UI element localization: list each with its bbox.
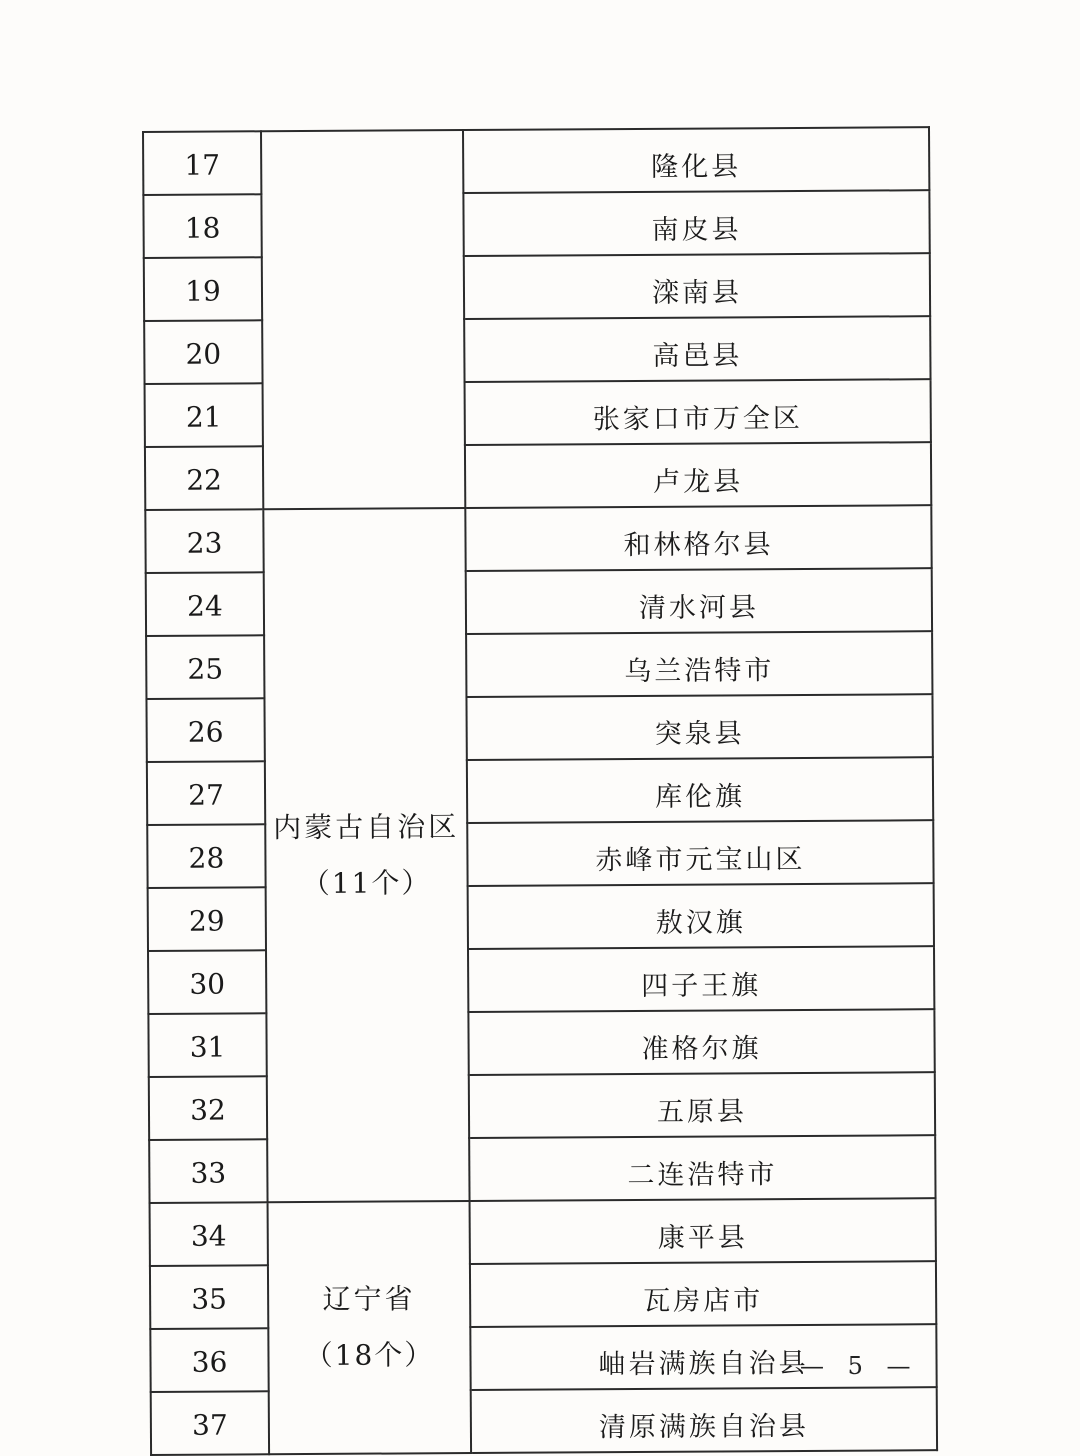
county-name: 敖汉旗 xyxy=(468,883,934,949)
province-count: （18个） xyxy=(304,1338,435,1373)
table-row xyxy=(149,1135,935,1203)
table-row xyxy=(145,442,931,510)
table-row xyxy=(148,883,934,951)
county-name: 清水河县 xyxy=(466,568,932,634)
table-row xyxy=(145,379,931,447)
row-number: 31 xyxy=(148,1013,266,1077)
table-row xyxy=(146,694,932,762)
row-number: 25 xyxy=(146,635,264,699)
table-row xyxy=(146,568,932,636)
table-row xyxy=(150,1198,936,1266)
county-name: 岫岩满族自治县 xyxy=(470,1324,936,1390)
table-row xyxy=(144,316,930,384)
county-name: 滦南县 xyxy=(464,253,930,319)
province-cell-liaoning xyxy=(268,1201,472,1454)
table-row xyxy=(148,1009,934,1077)
row-number: 24 xyxy=(146,572,264,636)
table-row xyxy=(147,820,933,888)
table-row xyxy=(150,1261,936,1329)
row-number: 21 xyxy=(145,383,263,447)
row-number: 28 xyxy=(147,824,265,888)
province-cell-continued xyxy=(261,130,465,509)
row-number: 32 xyxy=(149,1076,267,1140)
table-row xyxy=(143,127,929,195)
page-number: — 5 — xyxy=(800,1352,919,1380)
row-number: 36 xyxy=(150,1328,268,1392)
row-number: 27 xyxy=(147,761,265,825)
table-row xyxy=(144,253,930,321)
row-number: 26 xyxy=(146,698,264,762)
table-row xyxy=(151,1387,937,1455)
row-number: 35 xyxy=(150,1265,268,1329)
county-name: 康平县 xyxy=(470,1198,936,1264)
row-number: 29 xyxy=(148,887,266,951)
county-name: 高邑县 xyxy=(464,316,930,382)
county-name: 和林格尔县 xyxy=(465,505,931,571)
county-name: 张家口市万全区 xyxy=(465,379,931,445)
table-row xyxy=(145,505,931,573)
table-row xyxy=(147,757,933,825)
county-name: 四子王旗 xyxy=(468,946,934,1012)
row-number: 30 xyxy=(148,950,266,1014)
table-row xyxy=(148,946,934,1014)
table-row xyxy=(143,190,929,258)
row-number: 23 xyxy=(145,509,263,573)
county-name: 清原满族自治县 xyxy=(471,1387,937,1453)
county-name: 瓦房店市 xyxy=(470,1261,936,1327)
row-number: 37 xyxy=(151,1391,269,1455)
row-number: 17 xyxy=(143,131,261,195)
county-name: 库伦旗 xyxy=(467,757,933,823)
county-name: 准格尔旗 xyxy=(468,1009,934,1075)
row-number: 33 xyxy=(149,1139,267,1203)
county-name: 突泉县 xyxy=(466,694,932,760)
province-count: （11个） xyxy=(301,865,432,900)
county-name: 二连浩特市 xyxy=(469,1135,935,1201)
table-row xyxy=(149,1072,935,1140)
province-cell-inner-mongolia xyxy=(263,508,469,1202)
county-name: 五原县 xyxy=(469,1072,935,1138)
row-number: 22 xyxy=(145,446,263,510)
county-name: 卢龙县 xyxy=(465,442,931,508)
county-list-table xyxy=(142,126,938,1456)
province-name: 辽宁省 xyxy=(322,1282,416,1316)
county-name: 赤峰市元宝山区 xyxy=(467,820,933,886)
row-number: 34 xyxy=(150,1202,268,1266)
row-number: 19 xyxy=(144,257,262,321)
row-number: 20 xyxy=(144,320,262,384)
table-row xyxy=(146,631,932,699)
county-name: 隆化县 xyxy=(463,127,929,193)
county-name: 南皮县 xyxy=(463,190,929,256)
province-name: 内蒙古自治区 xyxy=(273,809,460,844)
county-name: 乌兰浩特市 xyxy=(466,631,932,697)
row-number: 18 xyxy=(143,194,261,258)
